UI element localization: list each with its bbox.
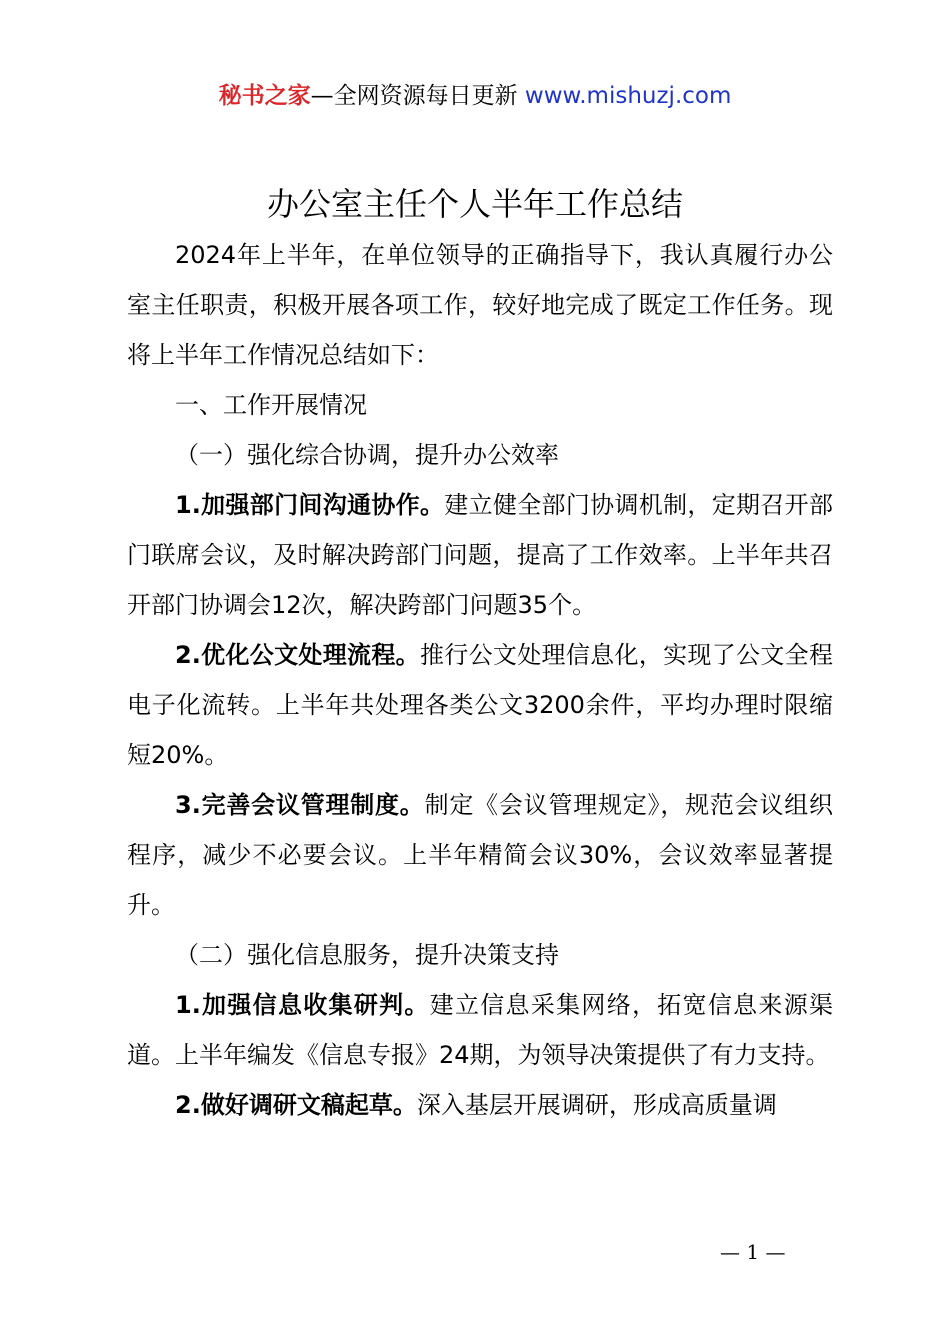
page-number: — 1 — xyxy=(720,1240,786,1264)
item-text: 建立信息采集网络，拓宽信息来源渠道。上半年编发《信息专报》24期，为领导决策提供了有力支持。 xyxy=(127,991,833,1069)
site-brand: 秘书之家 xyxy=(218,83,311,109)
subsection-heading-2: （二）强化信息服务，提升决策支持 xyxy=(175,941,559,969)
item-lead: 3.完善会议管理制度。 xyxy=(175,791,425,819)
item-lead: 2.做好调研文稿起草。 xyxy=(175,1091,417,1119)
site-header xyxy=(0,80,950,112)
item-text: 推行公文处理信息化，实现了公文全程电子化流转。上半年共处理各类公文3200余件，平均办理时限缩短20%。 xyxy=(127,641,833,769)
item-text: 制定《会议管理规定》，规范会议组织程序，减少不必要会议。上半年精简会议30%，会议效率显著提升。 xyxy=(127,791,833,919)
list-item xyxy=(127,480,833,630)
list-item xyxy=(127,780,833,930)
site-slogan: —全网资源每日更新 xyxy=(310,83,525,109)
item-lead: 2.优化公文处理流程。 xyxy=(175,641,420,669)
subsection-heading-1: （一）强化综合协调，提升办公效率 xyxy=(175,441,559,469)
section-heading-1: 一、工作开展情况 xyxy=(175,391,367,419)
item-text: 深入基层开展调研，形成高质量调 xyxy=(416,1091,777,1119)
intro-paragraph: 2024年上半年，在单位领导的正确指导下，我认真履行办公室主任职责，积极开展各项工作，较好地完成了既定工作任务。现将上半年工作情况总结如下： xyxy=(127,241,833,369)
item-lead: 1.加强信息收集研判。 xyxy=(175,991,430,1019)
list-item xyxy=(127,980,833,1080)
item-lead: 1.加强部门间沟通协作。 xyxy=(175,491,445,519)
list-item xyxy=(127,630,833,780)
site-url-link[interactable]: www.mishuzj.com xyxy=(524,83,732,109)
item-text: 建立健全部门协调机制，定期召开部门联席会议，及时解决跨部门问题，提高了工作效率。上半年共召开部门协调会12次，解决跨部门问题35个。 xyxy=(127,491,833,619)
list-item xyxy=(127,1080,833,1130)
document-body xyxy=(127,230,833,1130)
document-title: 办公室主任个人半年工作总结 xyxy=(266,185,683,223)
